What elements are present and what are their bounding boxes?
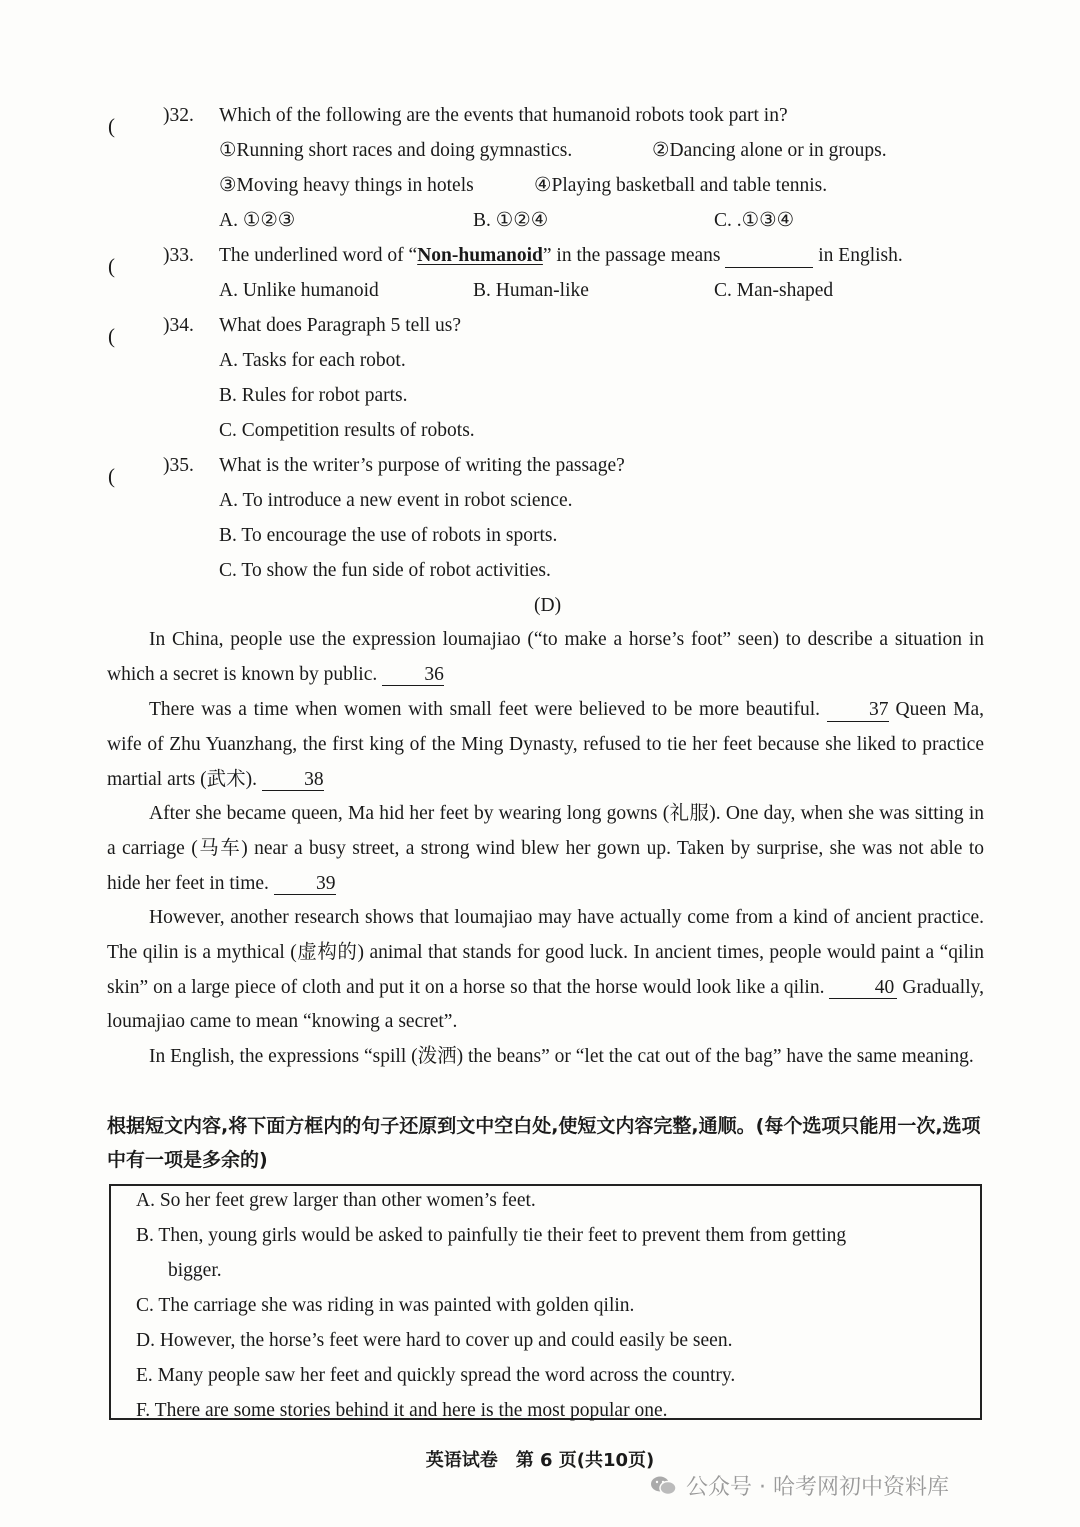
passage-paragraph: In English, the expressions “spill (泼洒) the beans” or “let the cat out of the bag” have the same meaning. bbox=[149, 1046, 974, 1067]
paragraph-text: There was a time when women with small feet were believed to be more beautiful. bbox=[149, 699, 821, 720]
option-c: C. Man-shaped bbox=[714, 280, 834, 301]
page-footer: 英语试卷 第 6 页(共10页) bbox=[425, 1450, 655, 1471]
option-c: C. To show the fun side of robot activities. bbox=[219, 560, 551, 581]
question-number: )34. bbox=[163, 315, 194, 336]
option-a: A. To introduce a new event in robot science. bbox=[219, 490, 573, 511]
question-stem: What does Paragraph 5 tell us? bbox=[219, 315, 462, 336]
answer-paren: ( bbox=[108, 254, 115, 278]
answer-blank bbox=[725, 246, 813, 268]
box-option-f: F. There are some stories behind it and here is the most popular one. bbox=[136, 1400, 668, 1421]
answer-paren: ( bbox=[108, 464, 115, 488]
gap-blank: 39 bbox=[274, 874, 336, 896]
list-item: ④Playing basketball and table tennis. bbox=[534, 175, 828, 196]
option-b: B. Rules for robot parts. bbox=[219, 385, 408, 406]
question-stem: Which of the following are the events that humanoid robots took part in? bbox=[219, 105, 788, 126]
paragraph-text: Queen Ma, wife of Zhu Yuanzhang, the first king of the Ming Dynasty, refused to tie her feet because she liked to practice martial arts (武术). bbox=[107, 699, 985, 790]
box-option-a: A. So her feet grew larger than other women’s feet. bbox=[136, 1190, 536, 1211]
option-c: C. Competition results of robots. bbox=[219, 420, 475, 441]
question-number: )32. bbox=[163, 105, 194, 126]
question-number: )35. bbox=[163, 455, 194, 476]
watermark-text: 公众号 · 哈考网初中资料库 bbox=[686, 1475, 949, 1500]
box-option-e: E. Many people saw her feet and quickly spread the word across the country. bbox=[136, 1365, 736, 1386]
stem-text: in English. bbox=[818, 245, 903, 266]
passage-paragraph bbox=[107, 623, 984, 693]
question-stem bbox=[219, 246, 903, 268]
answer-paren: ( bbox=[108, 324, 115, 348]
section-heading: (D) bbox=[534, 595, 562, 616]
wechat-icon bbox=[650, 1475, 678, 1497]
question-number: )33. bbox=[163, 245, 194, 266]
gap-blank: 38 bbox=[262, 770, 324, 792]
passage-paragraph bbox=[107, 693, 984, 797]
box-option-b-cont: bigger. bbox=[168, 1260, 222, 1281]
instruction-text: 根据短文内容,将下面方框内的句子还原到文中空白处,使短文内容完整,通顺。(每个选项只能用一次,选项中有一项是多余的) bbox=[107, 1115, 981, 1171]
list-item: ①Running short races and doing gymnastics. bbox=[219, 140, 573, 161]
option-b: B. ①②④ bbox=[473, 210, 549, 231]
option-a: A. ①②③ bbox=[219, 210, 296, 231]
paragraph-text: After she became queen, Ma hid her feet by wearing long gowns (礼服). One day, when she was sitting in a carriage (马车) near a busy street, a strong wind blew her gown up. Taken by surprise, she was not able to hide her feet in time. bbox=[107, 803, 984, 894]
passage-paragraph bbox=[107, 901, 984, 1040]
stem-text: The underlined word of “ bbox=[219, 245, 418, 266]
gap-blank: 36 bbox=[382, 665, 444, 687]
list-item: ②Dancing alone or in groups. bbox=[652, 140, 887, 161]
question-stem: What is the writer’s purpose of writing the passage? bbox=[219, 455, 625, 476]
option-b: B. To encourage the use of robots in sports. bbox=[219, 525, 558, 546]
box-option-c: C. The carriage she was riding in was painted with golden qilin. bbox=[136, 1295, 635, 1316]
box-option-d: D. However, the horse’s feet were hard to cover up and could easily be seen. bbox=[136, 1330, 733, 1351]
list-item: ③Moving heavy things in hotels bbox=[219, 175, 474, 196]
passage-paragraph bbox=[107, 797, 984, 901]
underlined-word: Non-humanoid bbox=[417, 245, 543, 266]
option-b: B. Human-like bbox=[473, 280, 589, 301]
answer-paren: ( bbox=[108, 114, 115, 138]
option-a: A. Tasks for each robot. bbox=[219, 350, 406, 371]
paragraph-text: Gradually, loumajiao came to mean “knowing a secret”. bbox=[107, 976, 985, 1033]
gap-blank: 40 bbox=[829, 978, 897, 1000]
box-option-b: B. Then, young girls would be asked to painfully tie their feet to prevent them from getting bbox=[136, 1225, 847, 1246]
watermark bbox=[650, 1470, 949, 1501]
option-c: C. .①③④ bbox=[714, 210, 795, 231]
option-a: A. Unlike humanoid bbox=[219, 280, 379, 301]
paragraph-text: However, another research shows that loumajiao may have actually come from a kind of ancient practice. The qilin is a mythical (虚构的) animal that stands for good luck. In ancient times, people would paint a “qilin skin” on a large piece of cloth and put it on a horse so that the horse would look like a qilin. bbox=[107, 907, 984, 998]
paragraph-text: In China, people use the expression loumajiao (“to make a horse’s foot” seen) to describe a situation in which a secret is known by public. bbox=[107, 629, 984, 685]
gap-blank: 37 bbox=[827, 700, 889, 722]
stem-text: ” in the passage means bbox=[542, 245, 721, 266]
